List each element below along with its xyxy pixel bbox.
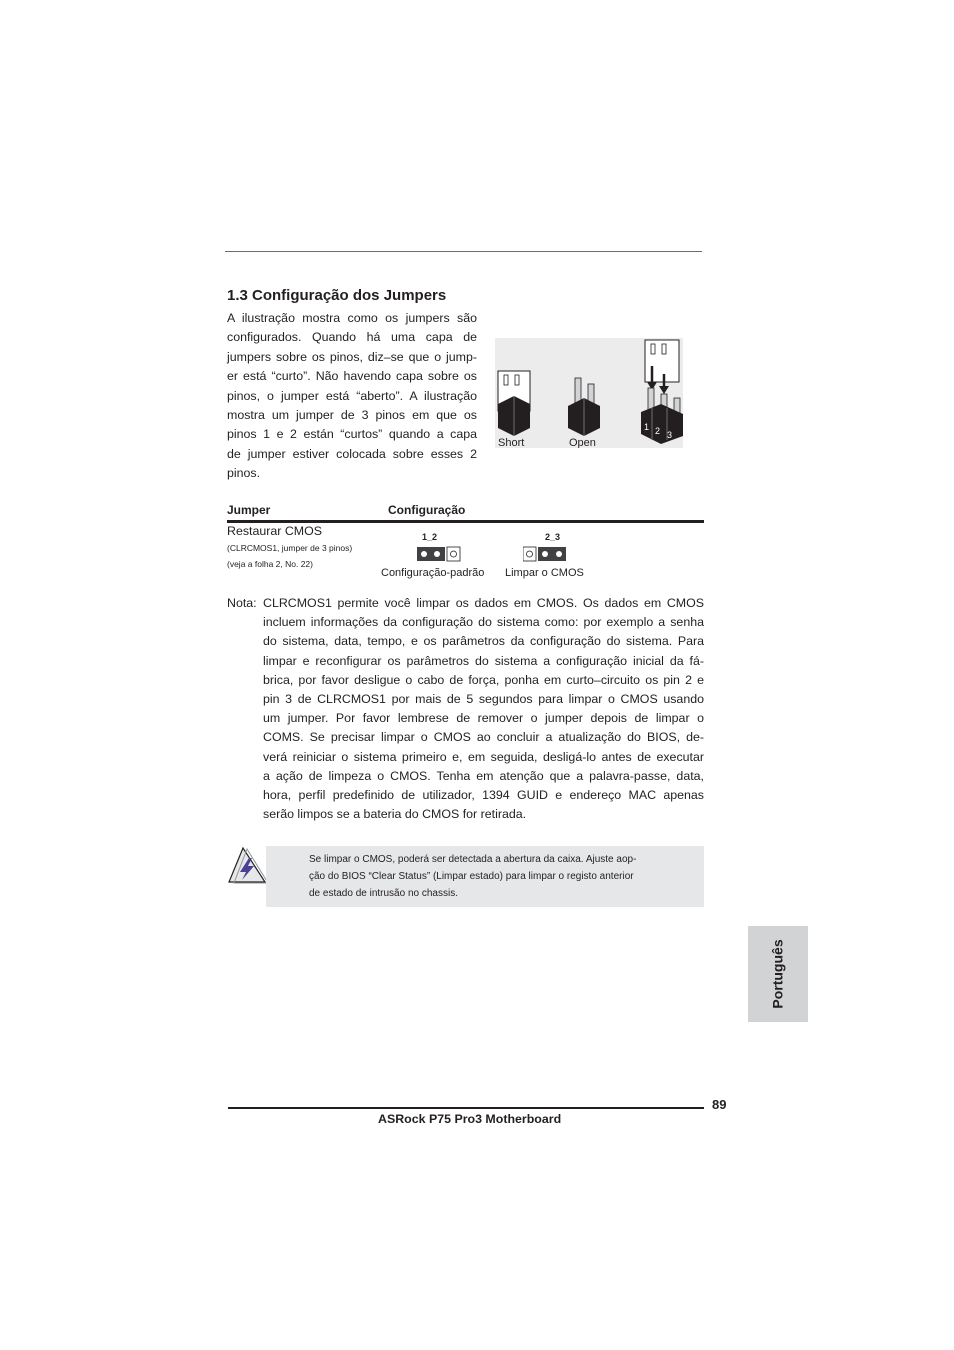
default-caption: Configuração-padrão — [381, 567, 485, 579]
jumper-detail: (CLRCMOS1, jumper de 3 pinos) — [227, 543, 353, 553]
jumper-default-graphic — [417, 546, 461, 567]
note-line: incluem informações da configuração do sistema como: por exemplo a senha — [263, 615, 704, 630]
page-number: 89 — [712, 1097, 727, 1112]
pin-number-2: 2 — [655, 426, 661, 436]
table-header-rule — [227, 520, 704, 523]
jumper-name: Restaurar CMOS — [227, 524, 323, 538]
intro-line: mostra um jumper de 3 pinos em que os — [227, 408, 477, 423]
intro-line: A ilustração mostra como os jumpers são — [227, 311, 477, 325]
jumper-diagram-svg — [495, 338, 683, 448]
note-line: serão limpos se a bateria do CMOS for retirada. — [263, 807, 527, 822]
header-rule — [225, 251, 702, 252]
note-line: hora, perfil predefinido de utilizador, 1394 GUID e endereço MAC apenas — [263, 788, 704, 803]
note-line: um jumper. Por favor lembrese de remover o jumper depois de limpar o — [263, 711, 704, 726]
jumper-reference: (veja a folha 2, No. 22) — [227, 559, 313, 569]
note-line: CLRCMOS1 permite você limpar os dados em CMOS. Os dados em CMOS — [263, 596, 704, 610]
default-pins-label: 1_2 — [422, 532, 438, 542]
note-line: COMS. Se precisar limpar o CMOS ao concluir a atualização do BIOS, de- — [263, 730, 704, 745]
intro-line: pinos 1 e 2 están “curtos” quando a capa — [227, 427, 477, 442]
warning-line: ção do BIOS “Clear Status” (Limpar estado) para limpar o registo anterior — [309, 871, 634, 882]
clear-caption: Limpar o CMOS — [505, 567, 584, 579]
intro-line: configurados. Quando há uma capa de — [227, 330, 477, 345]
table-header-config: Configuração — [388, 503, 466, 517]
warning-line: de estado de intrusão no chassis. — [309, 888, 458, 899]
intro-line: jumpers sobre os pinos, diz–se que o jump- — [227, 349, 477, 364]
intro-line: de jumper estiver colocada sobre esses 2 — [227, 446, 477, 461]
pin-number-1: 1 — [644, 422, 650, 432]
jumper-illustration — [495, 338, 683, 448]
note-body — [263, 594, 704, 824]
open-label: Open — [569, 437, 596, 448]
section-title: 1.3 Configuração dos Jumpers — [227, 287, 447, 304]
language-tab-label-wrap — [748, 926, 808, 1022]
jumper-clear-graphic — [523, 546, 567, 567]
note-line: do sistema, data, tempo, e os parâmetros da configuração do sistema. Para — [263, 634, 704, 649]
open-jumper-graphic — [568, 378, 600, 436]
footer-title: ASRock P75 Pro3 Motherboard — [378, 1112, 562, 1126]
language-tab-label: Português — [770, 939, 787, 1009]
footer-rule — [228, 1107, 704, 1109]
intro-paragraph — [227, 309, 477, 484]
pin-number-3: 3 — [667, 430, 673, 440]
intro-line: pinos. — [227, 466, 261, 481]
short-label: Short — [498, 437, 525, 448]
table-header-jumper: Jumper — [227, 503, 271, 517]
intro-line: er está “curto”. Não havendo capa sobre os — [227, 369, 477, 384]
note-line: a ação de limpeza o CMOS. Tenha em atenção que a palavra-passe, data, — [263, 768, 704, 783]
short-jumper-graphic — [498, 371, 530, 436]
intro-line: pinos, o jumper está “aberto”. A ilustração — [227, 388, 477, 403]
warning-line: Se limpar o CMOS, poderá ser detectada a abertura da caixa. Ajuste aop- — [309, 854, 637, 865]
note-line: verá reiniciar o sistema primeiro e, em seguida, desligá-lo antes de executar — [263, 749, 704, 764]
note-label: Nota: — [227, 596, 257, 610]
warning-triangle-icon — [227, 846, 269, 891]
clear-pins-label: 2_3 — [545, 532, 561, 542]
note-line: brica, por favor desligue o cabo de força, ponha em curto–circuito os pin 2 e — [263, 672, 704, 687]
note-line: limpar e reconfigurar os parâmetros do sistema a configuração inicial da fá- — [263, 653, 704, 668]
warning-text — [309, 851, 679, 902]
note-line: pin 3 de CLRCMOS1 por mais de 5 segundos para limpar o CMOS usando — [263, 692, 704, 707]
